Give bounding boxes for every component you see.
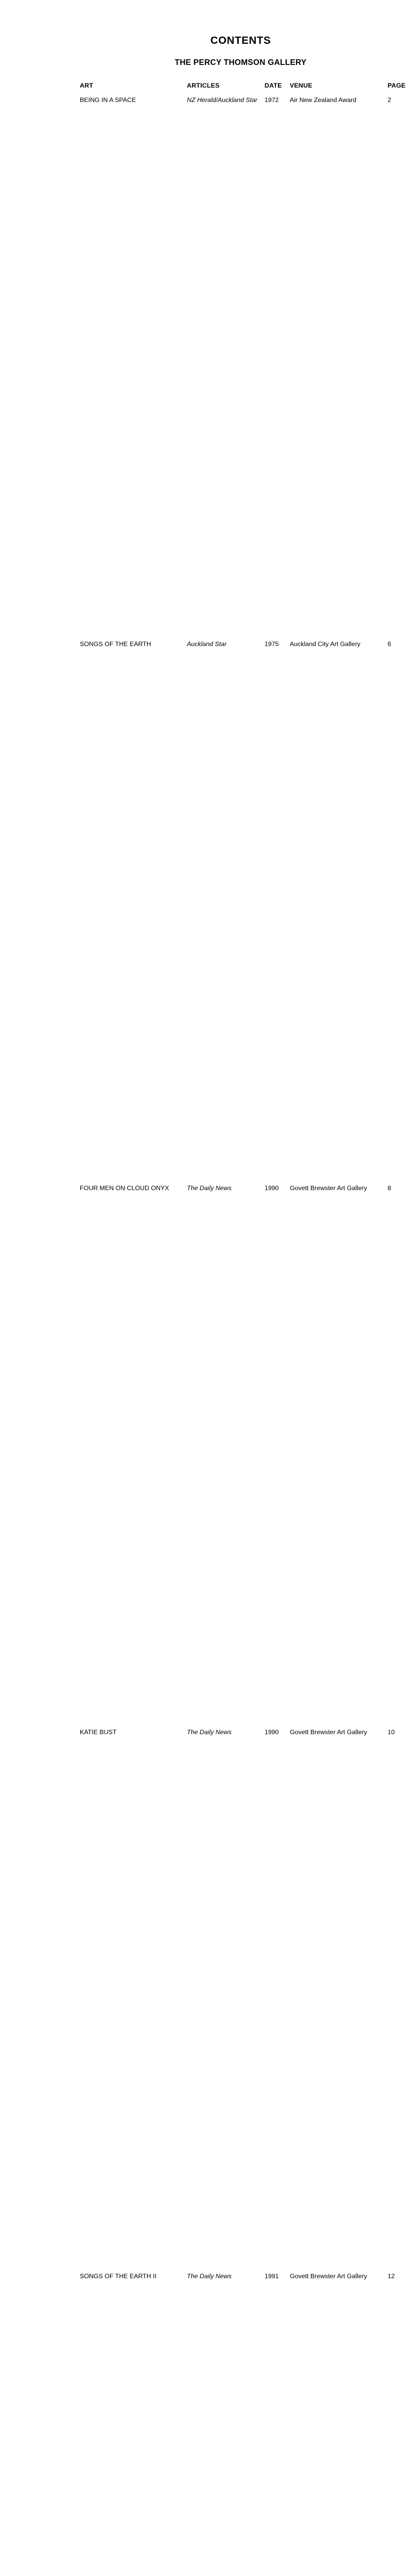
cell-venue: Govett Brewster Art Gallery xyxy=(290,1728,367,1736)
cell-articles: The Daily News xyxy=(187,1728,232,1736)
cell-art: BEING IN A SPACE xyxy=(80,96,136,104)
cell-page: 12 xyxy=(388,2271,401,2576)
cell-date: 1990 xyxy=(265,1728,279,1736)
contents-rows-gallery xyxy=(80,95,401,2576)
column-header-date: DATE xyxy=(265,82,282,90)
cell-art: SONGS OF THE EARTH xyxy=(80,640,151,648)
table-row xyxy=(80,1183,401,1727)
contents-table-percy-thomson-gallery xyxy=(80,80,406,2576)
cell-art: KATIE BUST xyxy=(80,1728,117,1736)
cell-art: SONGS OF THE EARTH II xyxy=(80,2273,156,2280)
cell-articles: Auckland Star xyxy=(187,640,227,648)
cell-page: 10 xyxy=(388,1727,401,2271)
column-header-art: ART xyxy=(80,82,94,90)
cell-articles: The Daily News xyxy=(187,1184,232,1192)
cell-venue: Govett Brewster Art Gallery xyxy=(290,2273,367,2280)
cell-art: FOUR MEN ON CLOUD ONYX xyxy=(80,1184,169,1192)
cell-articles: NZ Herald/Auckland Star xyxy=(187,96,258,104)
table-row xyxy=(80,639,401,1183)
cell-venue: Auckland City Art Gallery xyxy=(290,640,361,648)
cell-date: 1991 xyxy=(265,2273,279,2280)
table-header-row xyxy=(80,80,401,95)
section-heading-percy-thomson-gallery: THE PERCY THOMSON GALLERY xyxy=(174,58,307,67)
cell-date: 1990 xyxy=(265,1184,279,1192)
column-header-venue: VENUE xyxy=(290,82,312,90)
cell-page: 6 xyxy=(388,639,401,1183)
table-row xyxy=(80,95,401,639)
column-header-page: PAGE xyxy=(388,82,406,90)
cell-page: 2 xyxy=(388,95,401,639)
table-row xyxy=(80,2271,401,2576)
cell-date: 1972 xyxy=(265,96,279,104)
cell-articles: The Daily News xyxy=(187,2273,232,2280)
cell-venue: Air New Zealand Award xyxy=(290,96,357,104)
contents-content-block xyxy=(80,35,406,2576)
cell-page: 8 xyxy=(388,1183,401,1727)
page-title: CONTENTS xyxy=(210,35,271,46)
table-row xyxy=(80,1727,401,2271)
column-header-articles: ARTICLES xyxy=(187,82,220,90)
cell-venue: Govett Brewster Art Gallery xyxy=(290,1184,367,1192)
cell-date: 1975 xyxy=(265,640,279,648)
